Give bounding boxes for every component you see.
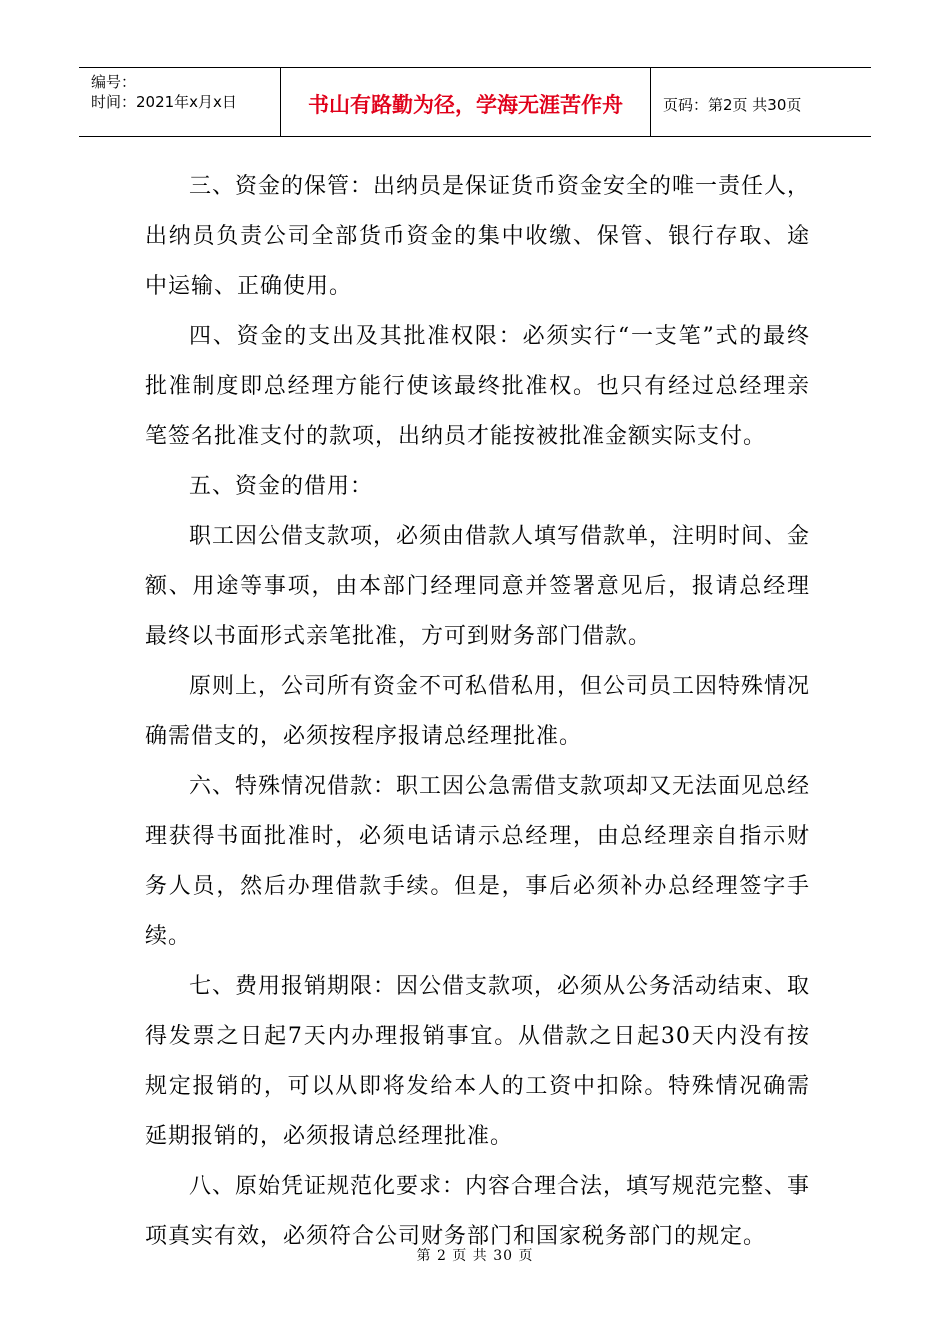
document-header xyxy=(79,67,871,137)
header-meta-cell xyxy=(79,68,281,136)
number-label: 编号： xyxy=(91,73,137,91)
paragraph: 七、费用报销期限：因公借支款项，必须从公务活动结束、取得发票之日起7天内办理报销事宜。从借款之日起30天内没有按规定报销的，可以从即将发给本人的工资中扣除。特殊情况确需延期报销的，必须报请总经理批准。 xyxy=(145,974,811,1149)
paragraph: 职工因公借支款项，必须由借款人填写借款单，注明时间、金额、用途等事项，由本部门经理同意并签署意见后，报请总经理最终以书面形式亲笔批准，方可到财务部门借款。 xyxy=(145,524,811,649)
paragraph: 八、原始凭证规范化要求：内容合理合法，填写规范完整、事项真实有效，必须符合公司财务部门和国家税务部门的规定。 xyxy=(145,1174,811,1249)
paragraph: 原则上，公司所有资金不可私借私用，但公司员工因特殊情况确需借支的，必须按程序报请总经理批准。 xyxy=(145,674,811,749)
header-motto: 书山有路勤为径，学海无涯苦作舟 xyxy=(281,68,651,136)
page-footer: 第 2 页 共 30 页 xyxy=(416,1248,534,1264)
paragraph: 三、资金的保管：出纳员是保证货币资金安全的唯一责任人，出纳员负责公司全部货币资金的集中收缴、保管、银行存取、途中运输、正确使用。 xyxy=(145,174,811,299)
document-body xyxy=(145,162,810,1262)
date-label: 时间：2021年x月x日 xyxy=(91,93,237,111)
paragraph: 四、资金的支出及其批准权限：必须实行“一支笔”式的最终批准制度即总经理方能行使该最终批准权。也只有经过总经理亲笔签名批准支付的款项，出纳员才能按被批准金额实际支付。 xyxy=(145,324,810,449)
paragraph: 六、特殊情况借款：职工因公急需借支款项却又无法面见总经理获得书面批准时，必须电话请示总经理，由总经理亲自指示财务人员，然后办理借款手续。但是，事后必须补办总经理签字手续。 xyxy=(145,774,811,949)
header-page-info: 页码：第2页 共30页 xyxy=(663,95,802,114)
paragraph: 五、资金的借用： xyxy=(189,474,374,499)
